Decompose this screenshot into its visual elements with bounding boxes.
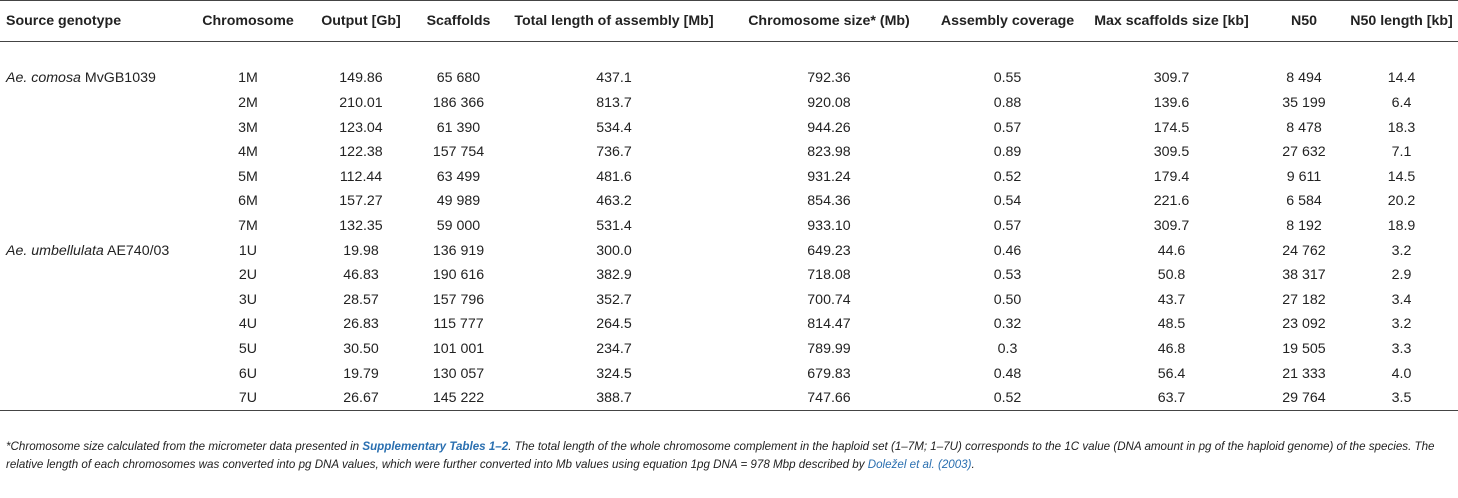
cell-n50: 9 611 [1286,168,1322,185]
cell-assembly-coverage: 0.55 [993,70,1022,87]
cell-scaffolds: 136 919 [432,242,485,259]
cell-chromosome: 6U [238,365,258,382]
cell-total-length: 534.4 [596,119,632,136]
cell-chromosome-size: 792.36 [807,70,851,87]
species-name [6,243,104,259]
table-row [0,164,1458,189]
cell-max-scaffold-size: 139.6 [1153,94,1190,111]
cell-total-length: 813.7 [596,94,632,111]
cell-assembly-coverage: 0.57 [993,119,1022,136]
cell-chromosome: 4U [238,316,258,333]
cell-n50: 6 584 [1286,193,1322,210]
species: comosa [31,70,81,87]
citation-link[interactable]: Doležel et al. (2003) [867,458,972,471]
accession: MvGB1039 [84,70,156,87]
cell-chromosome: 3U [238,291,258,308]
cell-output: 30.50 [343,340,379,357]
cell-scaffolds: 101 001 [432,340,485,357]
cell-scaffolds: 115 777 [433,316,484,333]
cell-assembly-coverage: 0.46 [993,242,1022,259]
col-header-chromosome-size: Chromosome size* (Mb) [723,1,935,42]
cell-scaffolds: 130 057 [432,365,485,382]
cell-chromosome-size: 747.66 [723,386,935,411]
genus: Ae. [6,70,28,87]
cell-total-length: 531.4 [596,217,632,234]
cell-chromosome-size: 814.47 [807,316,851,333]
cell-output: 19.79 [343,365,379,382]
cell-chromosome-size: 944.26 [807,119,851,136]
cell-total-length: 463.2 [596,193,632,210]
cell-source-genotype [0,386,186,411]
cell-assembly-coverage: 0.54 [993,193,1022,210]
species-name [6,70,81,86]
cell-n50: 27 182 [1282,291,1326,308]
cell-n50-length: 6.4 [1391,94,1412,111]
cell-output: 28.57 [343,291,379,308]
cell-chromosome: 5M [238,168,258,185]
cell-assembly-coverage: 0.3 [997,340,1018,357]
cell-scaffolds: 61 390 [436,119,481,136]
cell-scaffolds: 65 680 [436,70,481,87]
genus: Ae. [6,242,28,259]
cell-chromosome: 4M [238,144,258,161]
cell-assembly-coverage: 0.48 [993,365,1022,382]
cell-chromosome: 1U [238,242,258,259]
cell-source-genotype [0,337,186,362]
table-row [0,361,1458,386]
cell-scaffolds: 145 222 [412,386,505,411]
cell-n50: 19 505 [1282,340,1326,357]
col-header-max-scaffold-size: Max scaffolds size [kb] [1080,1,1263,42]
col-header-n50: N50 [1263,1,1345,42]
table-row [0,287,1458,312]
cell-output: 210.01 [339,94,383,111]
cell-n50: 8 494 [1286,70,1322,87]
cell-scaffolds: 59 000 [436,217,481,234]
cell-chromosome: 1M [238,70,258,87]
cell-scaffolds: 190 616 [432,267,485,284]
cell-assembly-coverage: 0.50 [993,291,1022,308]
cell-assembly-coverage: 0.53 [993,267,1022,284]
cell-assembly-coverage: 0.89 [993,144,1022,161]
col-header-output: Output [Gb] [310,1,412,42]
cell-max-scaffold-size: 44.6 [1157,242,1186,259]
table-row [0,312,1458,337]
footnote-text-3: . [971,458,975,471]
cell-total-length: 300.0 [596,242,632,259]
cell-chromosome-size: 823.98 [807,144,851,161]
cell-scaffolds: 186 366 [432,94,485,111]
cell-output: 112.44 [339,168,383,185]
cell-output: 46.83 [343,267,379,284]
cell-total-length: 481.6 [596,168,632,185]
cell-max-scaffold-size: 46.8 [1157,340,1186,357]
cell-output: 26.83 [343,316,379,333]
cell-n50: 23 092 [1282,316,1326,333]
table-row [0,140,1458,165]
cell-output: 123.04 [339,119,383,136]
cell-scaffolds: 49 989 [436,193,481,210]
table-footnote [6,438,1454,474]
table-row [0,66,1458,91]
cell-n50: 35 199 [1282,94,1326,111]
col-header-total-length: Total length of assembly [Mb] [505,1,723,42]
cell-n50-length: 3.5 [1345,386,1458,411]
cell-source-genotype [0,263,186,288]
col-header-n50-length: N50 length [kb] [1345,1,1458,42]
cell-assembly-coverage: 0.52 [993,168,1022,185]
cell-chromosome: 2U [238,267,258,284]
cell-max-scaffold-size: 309.5 [1153,144,1190,161]
cell-max-scaffold-size: 174.5 [1153,119,1190,136]
species: umbellulata [31,242,104,259]
cell-total-length: 736.7 [596,144,632,161]
cell-max-scaffold-size: 56.4 [1157,365,1186,382]
table-row [0,386,1458,411]
cell-n50-length: 2.9 [1391,267,1412,284]
cell-chromosome-size: 649.23 [807,242,851,259]
cell-n50-length: 3.3 [1391,340,1412,357]
table-row [0,91,1458,116]
cell-max-scaffold-size: 63.7 [1080,386,1263,411]
table-row [0,189,1458,214]
cell-n50-length: 3.4 [1391,291,1412,308]
cell-n50-length: 3.2 [1391,242,1412,259]
cell-scaffolds: 157 754 [432,144,485,161]
cell-max-scaffold-size: 50.8 [1157,267,1186,284]
cell-chromosome-size: 700.74 [807,291,851,308]
table-body [0,42,1458,411]
cell-n50-length: 14.5 [1387,168,1416,185]
col-header-chromosome: Chromosome [186,1,310,42]
cell-n50: 8 192 [1286,217,1322,234]
cell-total-length: 388.7 [505,386,723,411]
cell-max-scaffold-size: 309.7 [1153,217,1190,234]
cell-assembly-coverage: 0.57 [993,217,1022,234]
cell-source-genotype [0,91,186,116]
cell-chromosome: 2M [238,94,258,111]
cell-source-genotype [0,189,186,214]
cell-output: 149.86 [339,70,383,87]
cell-source-genotype [0,140,186,165]
cell-chromosome-size: 931.24 [807,168,851,185]
cell-source-genotype [0,115,186,140]
cell-chromosome-size: 933.10 [807,217,851,234]
cell-output: 19.98 [343,242,379,259]
cell-scaffolds: 63 499 [436,168,481,185]
cell-assembly-coverage: 0.52 [935,386,1080,411]
header-row [0,1,1458,42]
cell-max-scaffold-size: 309.7 [1153,70,1190,87]
cell-output: 26.67 [310,386,412,411]
cell-assembly-coverage: 0.32 [993,316,1022,333]
cell-output: 157.27 [339,193,383,210]
cell-n50-length: 18.3 [1387,119,1416,136]
cell-n50: 8 478 [1286,119,1322,136]
table-row [0,337,1458,362]
supplementary-tables-link[interactable]: Supplementary Tables 1–2 [362,440,509,453]
cell-n50: 27 632 [1282,144,1326,161]
cell-max-scaffold-size: 48.5 [1157,316,1186,333]
cell-max-scaffold-size: 179.4 [1153,168,1190,185]
cell-total-length: 382.9 [596,267,632,284]
cell-total-length: 264.5 [596,316,632,333]
cell-scaffolds: 157 796 [432,291,485,308]
table-row [0,263,1458,288]
cell-n50-length: 4.0 [1391,365,1412,382]
cell-source-genotype [0,312,186,337]
col-header-scaffolds: Scaffolds [412,1,505,42]
cell-output: 132.35 [339,217,383,234]
footnote-text-2: . The total length of the whole chromosome complement in the haploid set (1–7M; 1–7U) corresponds to the 1C value (DNA amount in pg of the haploid genome) of the species. The relative length of each chromosomes was converted into pg DNA values, which were further converted into Mb values using equation 1pg DNA = 978 Mbp described by [6,440,1435,471]
table-row [0,238,1458,263]
table-row [0,214,1458,239]
cell-source-genotype [0,66,186,91]
cell-chromosome-size: 679.83 [807,365,851,382]
cell-chromosome: 7M [238,217,258,234]
cell-n50: 38 317 [1282,267,1326,284]
cell-total-length: 352.7 [596,291,632,308]
cell-source-genotype [0,238,186,263]
cell-assembly-coverage: 0.88 [993,94,1022,111]
accession: AE740/03 [106,242,170,259]
cell-max-scaffold-size: 43.7 [1157,291,1186,308]
cell-output: 122.38 [339,144,383,161]
cell-n50-length: 18.9 [1387,217,1416,234]
cell-chromosome: 3M [238,119,258,136]
cell-n50-length: 14.4 [1387,70,1416,87]
cell-chromosome-size: 718.08 [807,267,851,284]
cell-total-length: 437.1 [596,70,632,87]
cell-source-genotype [0,361,186,386]
col-header-source-genotype: Source genotype [0,1,186,42]
cell-n50: 24 762 [1282,242,1326,259]
cell-total-length: 324.5 [596,365,632,382]
cell-n50-length: 7.1 [1391,144,1412,161]
cell-source-genotype [0,164,186,189]
cell-source-genotype [0,214,186,239]
cell-n50: 29 764 [1263,386,1345,411]
cell-chromosome-size: 854.36 [807,193,851,210]
cell-chromosome-size: 920.08 [807,94,851,111]
table-row [0,115,1458,140]
cell-chromosome: 6M [238,193,258,210]
footnote-text-1: *Chromosome size calculated from the micrometer data presented in [6,440,363,453]
cell-max-scaffold-size: 221.6 [1153,193,1190,210]
cell-chromosome: 7U [186,386,310,411]
cell-n50-length: 20.2 [1387,193,1416,210]
col-header-assembly-coverage: Assembly coverage [935,1,1080,42]
cell-n50-length: 3.2 [1391,316,1412,333]
cell-total-length: 234.7 [596,340,632,357]
cell-chromosome: 5U [238,340,258,357]
cell-chromosome-size: 789.99 [807,340,851,357]
cell-n50: 21 333 [1282,365,1326,382]
cell-source-genotype [0,287,186,312]
